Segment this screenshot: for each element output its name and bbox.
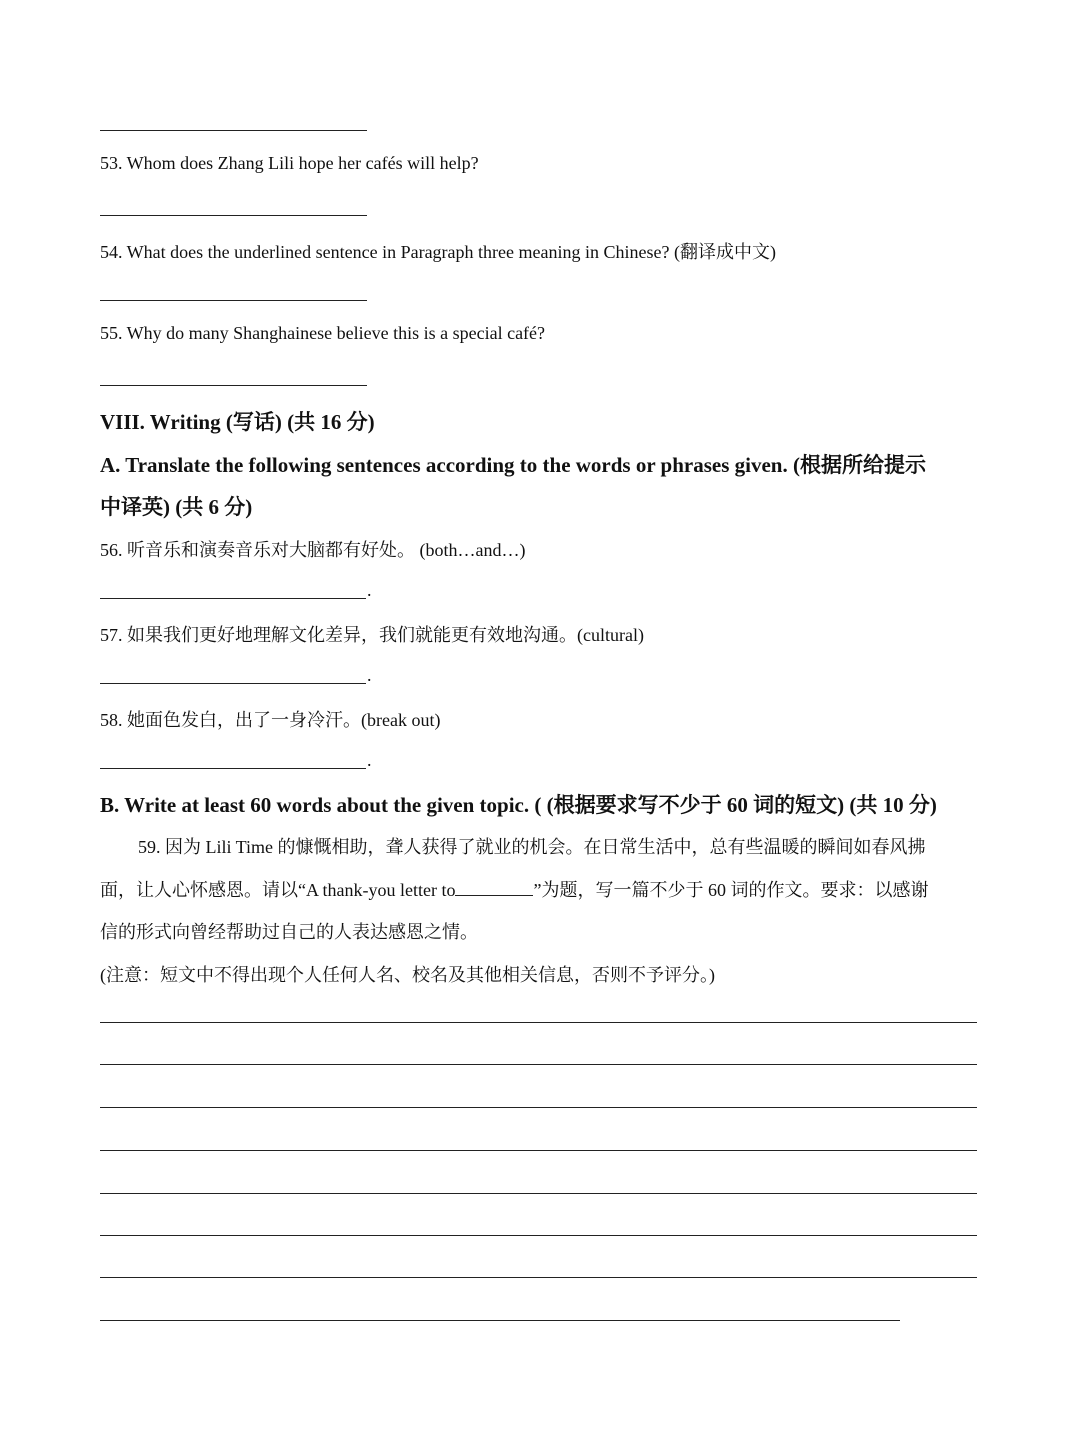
question-55: 55. Why do many Shanghainese believe this is a special café?: [100, 323, 546, 343]
answer-line-56[interactable]: [100, 598, 366, 599]
question-58: 58. 她面色发白，出了一身冷汗。(break out): [100, 710, 441, 730]
writing-line-4[interactable]: [100, 1150, 977, 1151]
period-57: .: [367, 665, 372, 685]
q59-line2-suffix: ”为题，写一篇不少于 60 词的作文。要求：以感谢: [533, 880, 929, 900]
writing-line-2[interactable]: [100, 1064, 977, 1065]
answer-line-54[interactable]: [100, 300, 367, 301]
period-58: .: [367, 750, 372, 770]
writing-line-6[interactable]: [100, 1235, 977, 1236]
part-b-instruction: B. Write at least 60 words about the given topic. ( (根据要求写不少于 60 词的短文) (共 10 分): [100, 793, 937, 817]
question-59-line1: 59. 因为 Lili Time 的慷慨相助，聋人获得了就业的机会。在日常生活中，总有些温暖的瞬间如春风拂: [138, 837, 926, 857]
writing-line-3[interactable]: [100, 1107, 977, 1108]
answer-line-52[interactable]: [100, 130, 367, 131]
part-a-instruction-line1: A. Translate the following sentences according to the words or phrases given. (根据所给提示: [100, 453, 926, 477]
answer-line-58[interactable]: [100, 768, 366, 769]
writing-line-5[interactable]: [100, 1193, 977, 1194]
period-56: .: [367, 580, 372, 600]
question-59-line3: 信的形式向曾经帮助过自己的人表达感恩之情。: [100, 922, 478, 942]
writing-line-7[interactable]: [100, 1277, 977, 1278]
q59-line2-prefix: 面，让人心怀感恩。请以“A thank-you letter to: [100, 880, 456, 900]
question-57: 57. 如果我们更好地理解文化差异，我们就能更有效地沟通。(cultural): [100, 625, 644, 645]
question-54: 54. What does the underlined sentence in Paragraph three meaning in Chinese? (翻译成中文): [100, 242, 776, 262]
writing-line-1[interactable]: [100, 1022, 977, 1023]
answer-line-55[interactable]: [100, 385, 367, 386]
question-59-line2: [100, 876, 928, 902]
answer-line-57[interactable]: [100, 683, 366, 684]
section-title-writing: VIII. Writing (写话) (共 16 分): [100, 410, 375, 434]
writing-line-8[interactable]: [100, 1320, 900, 1321]
part-a-instruction-line2: 中译英) (共 6 分): [100, 495, 253, 519]
question-56: 56. 听音乐和演奏音乐对大脑都有好处。 (both…and…): [100, 540, 526, 560]
writing-note: (注意：短文中不得出现个人任何人名、校名及其他相关信息，否则不予评分。): [100, 965, 715, 985]
answer-line-53[interactable]: [100, 215, 367, 216]
letter-recipient-blank[interactable]: [455, 879, 533, 896]
question-53: 53. Whom does Zhang Lili hope her cafés will help?: [100, 153, 479, 173]
